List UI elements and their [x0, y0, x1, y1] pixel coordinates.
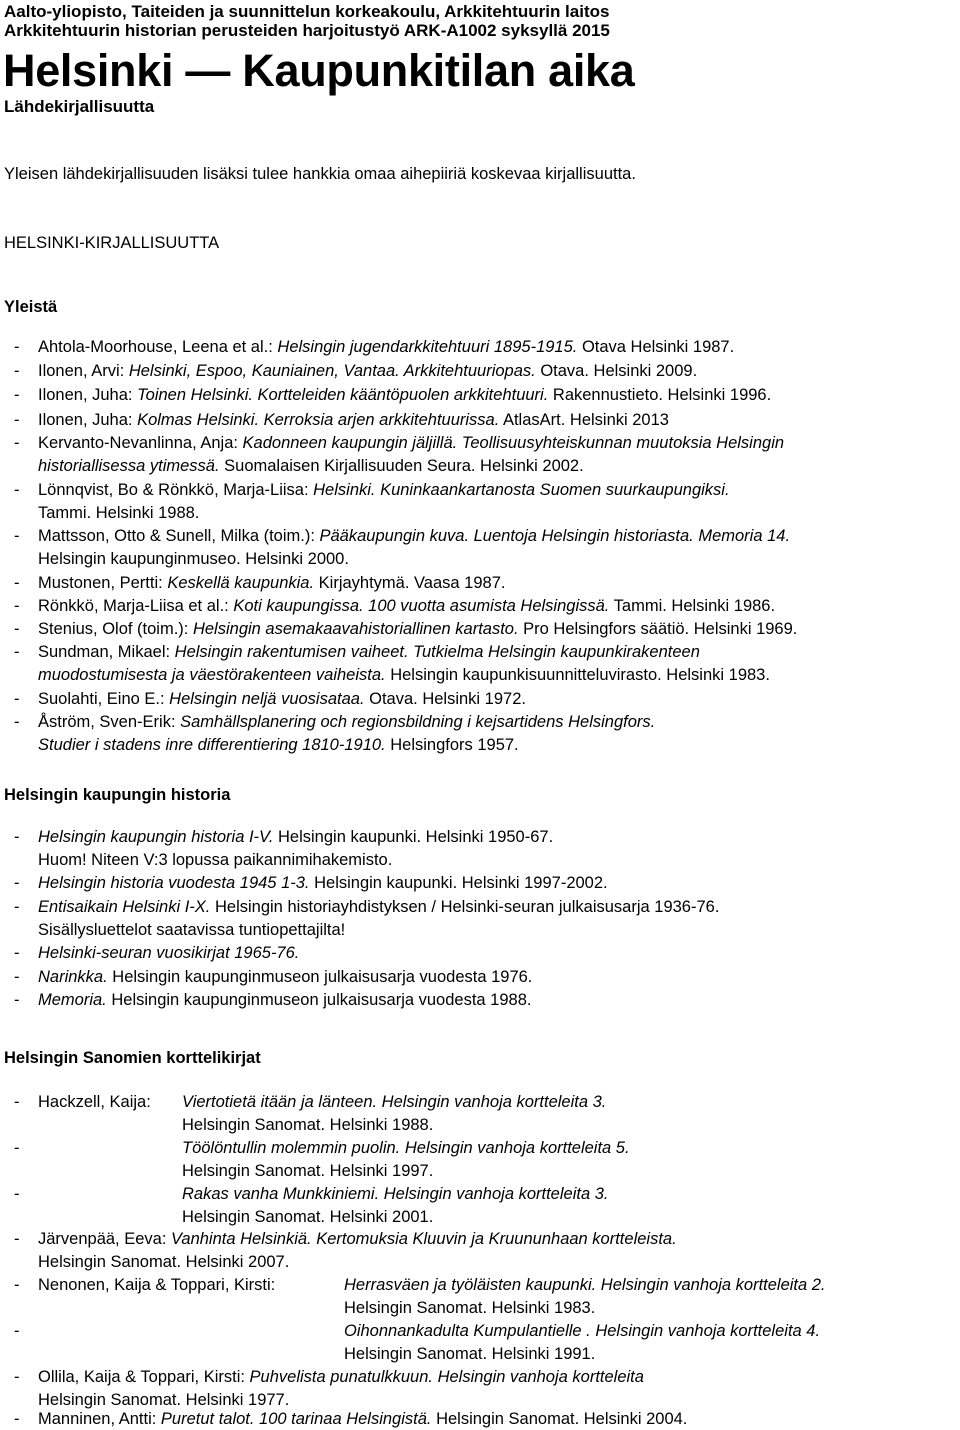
reference-title: Helsinki. Kuninkaankartanosta Suomen suurkaupungiksi. [313, 481, 730, 499]
reference-line [38, 595, 775, 617]
list-bullet: - [14, 1368, 20, 1386]
reference-text: AtlasArt. Helsinki 2013 [499, 411, 669, 429]
reference-line [38, 618, 797, 640]
section-heading-city-history: Helsingin kaupungin historia [4, 786, 231, 804]
reference-title: Kadonneen kaupungin jäljillä. Teollisuusyhteiskunnan muutoksia Helsingin [242, 434, 785, 452]
reference-line [38, 919, 345, 941]
reference-text: Ahtola-Moorhouse, Leena et al.: [38, 338, 278, 356]
reference-text: Helsingin Sanomat. Helsinki 1997. [182, 1162, 434, 1180]
reference-title: Keskellä kaupunkia. [167, 574, 315, 592]
reference-title: Helsingin jugendarkkitehtuuri 1895-1915. [277, 338, 578, 356]
reference-line [38, 1366, 644, 1388]
reference-line [38, 1274, 826, 1296]
reference-title: Helsingin historia vuodesta 1945 1-3. [38, 874, 310, 892]
list-bullet: - [14, 386, 20, 404]
list-bullet: - [14, 1093, 20, 1111]
reference-title: Helsingin rakentumisen vaiheet. Tutkielma Helsingin kaupunkirakenteen [174, 643, 700, 661]
reference-text: Helsingfors 1957. [385, 736, 519, 754]
list-bullet: - [14, 643, 20, 661]
reference-text: Otava Helsinki 1987. [577, 338, 735, 356]
reference-line [38, 734, 519, 756]
reference-text: Otava. Helsinki 1972. [364, 690, 526, 708]
list-bullet: - [14, 574, 20, 592]
course-line: Arkkitehtuurin historian perusteiden harjoitustyö ARK-A1002 syksyllä 2015 [4, 21, 610, 40]
reference-line [38, 872, 608, 894]
list-bullet: - [14, 1322, 20, 1340]
list-bullet: - [14, 527, 20, 545]
reference-title: Helsingin neljä vuosisataa. [169, 690, 365, 708]
list-bullet: - [14, 362, 20, 380]
reference-title: Entisaikain Helsinki I-X. [38, 898, 211, 916]
reference-text: Rakennustieto. Helsinki 1996. [548, 386, 772, 404]
reference-line [38, 1091, 607, 1113]
reference-text: Otava. Helsinki 2009. [535, 362, 698, 380]
reference-title: Memoria. [38, 991, 107, 1009]
reference-text: Helsingin kaupunki. Helsinki 1950-67. [273, 828, 554, 846]
reference-text: Järvenpää, Eeva: [38, 1230, 171, 1248]
reference-line [38, 548, 349, 570]
reference-line [344, 1343, 595, 1365]
reference-line [182, 1137, 630, 1159]
reference-line [38, 572, 505, 594]
reference-title: Puhvelista punatulkkuun. Helsingin vanhoja kortteleita [249, 1368, 644, 1386]
reference-text: Mustonen, Pertti: [38, 574, 168, 592]
reference-text: Hackzell, Kaija: [38, 1093, 151, 1111]
reference-text: Sisällysluettelot saatavissa tuntiopettajilta! [38, 921, 346, 939]
reference-text: Helsingin Sanomat. Helsinki 1988. [182, 1116, 434, 1134]
reference-title: Toinen Helsinki. Kortteleiden kääntöpuolen arkkitehtuuri. [137, 386, 549, 404]
reference-line [182, 1160, 433, 1182]
reference-line [38, 641, 700, 663]
list-bullet: - [14, 828, 20, 846]
reference-text: Helsingin kaupunginmuseon julkaisusarja vuodesta 1976. [107, 968, 533, 986]
reference-line [38, 989, 531, 1011]
reference-title: Helsingin kaupungin historia I-V. [38, 828, 274, 846]
reference-line [38, 966, 532, 988]
reference-text: Manninen, Antti: [38, 1410, 161, 1428]
reference-text: Kirjayhtymä. Vaasa 1987. [314, 574, 506, 592]
reference-line [38, 1408, 687, 1430]
list-bullet: - [14, 968, 20, 986]
reference-title: Viertotietä itään ja länteen. Helsingin vanhoja kortteleita 3. [182, 1093, 607, 1111]
reference-title: Vanhinta Helsinkiä. Kertomuksia Kluuvin ja Kruununhaan kortteleista. [171, 1230, 677, 1248]
reference-title: Töölöntullin molemmin puolin. Helsingin vanhoja kortteleita 5. [182, 1139, 630, 1157]
reference-title: Puretut talot. 100 tarinaa Helsingistä. [160, 1410, 432, 1428]
reference-line [38, 711, 655, 733]
reference-line [182, 1206, 433, 1228]
reference-text: Pro Helsingfors säätiö. Helsinki 1969. [518, 620, 798, 638]
reference-title: Narinkka. [38, 968, 108, 986]
reference-line [38, 360, 697, 382]
list-bullet: - [14, 338, 20, 356]
reference-text: Helsingin Sanomat. Helsinki 1991. [344, 1345, 596, 1363]
reference-text: Ilonen, Juha: [38, 411, 138, 429]
reference-text: Kervanto-Nevanlinna, Anja: [38, 434, 243, 452]
reference-text: Åström, Sven-Erik: [38, 713, 181, 731]
reference-text: Helsingin kaupunki. Helsinki 1997-2002. [309, 874, 608, 892]
reference-title: historiallisessa ytimessä. [38, 457, 220, 475]
page-subtitle: Lähdekirjallisuutta [4, 97, 155, 116]
reference-text: Helsingin historiayhdistyksen / Helsinki-seuran julkaisusarja 1936-76. [210, 898, 720, 916]
reference-text: Ollila, Kaija & Toppari, Kirsti: [38, 1368, 250, 1386]
list-bullet: - [14, 1185, 20, 1203]
reference-line [38, 849, 392, 871]
reference-line [38, 664, 770, 686]
reference-line [38, 336, 734, 358]
reference-line [344, 1297, 595, 1319]
list-bullet: - [14, 481, 20, 499]
reference-text: Huom! Niteen V:3 lopussa paikannimihakemisto. [38, 851, 393, 869]
reference-text: Stenius, Olof (toim.): [38, 620, 193, 638]
reference-line [38, 1228, 677, 1250]
reference-text: Sundman, Mikael: [38, 643, 175, 661]
reference-line [38, 432, 784, 454]
reference-text: Helsingin Sanomat. Helsinki 1977. [38, 1391, 290, 1409]
list-bullet: - [14, 1410, 20, 1428]
reference-line [38, 896, 719, 918]
reference-line [38, 826, 553, 848]
section-heading-helsinki: HELSINKI-KIRJALLISUUTTA [4, 234, 220, 252]
list-bullet: - [14, 1276, 20, 1294]
reference-line [38, 409, 669, 431]
reference-title: muodostumisesta ja väestörakenteen vaiheista. [38, 666, 386, 684]
reference-line [38, 384, 771, 406]
reference-line [38, 1251, 289, 1273]
list-bullet: - [14, 1139, 20, 1157]
list-bullet: - [14, 874, 20, 892]
list-bullet: - [14, 620, 20, 638]
reference-text: Helsingin kaupunkisuunnitteluvirasto. Helsinki 1983. [385, 666, 770, 684]
reference-text: Suomalaisen Kirjallisuuden Seura. Helsinki 2002. [219, 457, 584, 475]
reference-text: Mattsson, Otto & Sunell, Milka (toim.): [38, 527, 320, 545]
reference-line [182, 1114, 433, 1136]
list-bullet: - [14, 597, 20, 615]
reference-title: Koti kaupungissa. 100 vuotta asumista Helsingissä. [233, 597, 610, 615]
reference-title: Herrasväen ja työläisten kaupunki. Helsingin vanhoja kortteleita 2. [344, 1276, 826, 1294]
reference-title: Rakas vanha Munkkiniemi. Helsingin vanhoja kortteleita 3. [182, 1185, 609, 1203]
reference-text: Helsingin kaupunginmuseon julkaisusarja vuodesta 1988. [106, 991, 532, 1009]
reference-line [38, 688, 526, 710]
reference-line [38, 455, 584, 477]
reference-title: Helsingin asemakaavahistoriallinen kartasto. [192, 620, 519, 638]
page-title: Helsinki — Kaupunkitilan aika [3, 45, 635, 96]
reference-text: Suolahti, Eino E.: [38, 690, 170, 708]
reference-line [344, 1320, 820, 1342]
reference-text: Tammi. Helsinki 1986. [609, 597, 776, 615]
reference-title: Oihonnankadulta Kumpulantielle . Helsingin vanhoja kortteleita 4. [344, 1322, 821, 1340]
section-subheading-general: Yleistä [4, 298, 58, 316]
list-bullet: - [14, 898, 20, 916]
reference-text: Lönnqvist, Bo & Rönkkö, Marja-Liisa: [38, 481, 314, 499]
list-bullet: - [14, 713, 20, 731]
reference-text: Helsingin kaupunginmuseo. Helsinki 2000. [38, 550, 349, 568]
reference-text: Tammi. Helsinki 1988. [38, 504, 200, 522]
reference-text: Helsingin Sanomat. Helsinki 2007. [38, 1253, 290, 1271]
reference-title: Helsinki, Espoo, Kauniainen, Vantaa. Arkkitehtuuriopas. [128, 362, 536, 380]
reference-title: Kolmas Helsinki. Kerroksia arjen arkkitehtuurissa. [137, 411, 500, 429]
institution-line: Aalto-yliopisto, Taiteiden ja suunnittelun korkeakoulu, Arkkitehtuurin laitos [4, 2, 610, 21]
reference-title: Helsinki-seuran vuosikirjat 1965-76. [38, 944, 300, 962]
reference-line [38, 479, 730, 501]
reference-title: Pääkaupungin kuva. Luentoja Helsingin historiasta. Memoria 14. [319, 527, 791, 545]
list-bullet: - [14, 690, 20, 708]
reference-line [38, 525, 790, 547]
list-bullet: - [14, 411, 20, 429]
reference-text: Ilonen, Arvi: [38, 362, 129, 380]
section-heading-hs-books: Helsingin Sanomien korttelikirjat [4, 1049, 261, 1067]
reference-text: Helsingin Sanomat. Helsinki 2004. [431, 1410, 688, 1428]
reference-line [38, 502, 199, 524]
reference-text: Helsingin Sanomat. Helsinki 2001. [182, 1208, 434, 1226]
reference-title: Studier i stadens inre differentiering 1810-1910. [38, 736, 386, 754]
reference-line [182, 1183, 608, 1205]
reference-text: Helsingin Sanomat. Helsinki 1983. [344, 1299, 596, 1317]
list-bullet: - [14, 991, 20, 1009]
reference-text: Ilonen, Juha: [38, 386, 138, 404]
reference-line [38, 942, 299, 964]
reference-text: Nenonen, Kaija & Toppari, Kirsti: [38, 1276, 276, 1294]
reference-title: Samhällsplanering och regionsbildning i kejsartidens Helsingfors. [180, 713, 656, 731]
list-bullet: - [14, 1230, 20, 1248]
list-bullet: - [14, 434, 20, 452]
list-bullet: - [14, 944, 20, 962]
reference-text: Rönkkö, Marja-Liisa et al.: [38, 597, 234, 615]
intro-text: Yleisen lähdekirjallisuuden lisäksi tulee hankkia omaa aihepiiriä koskevaa kirjallisuutta. [4, 165, 636, 183]
